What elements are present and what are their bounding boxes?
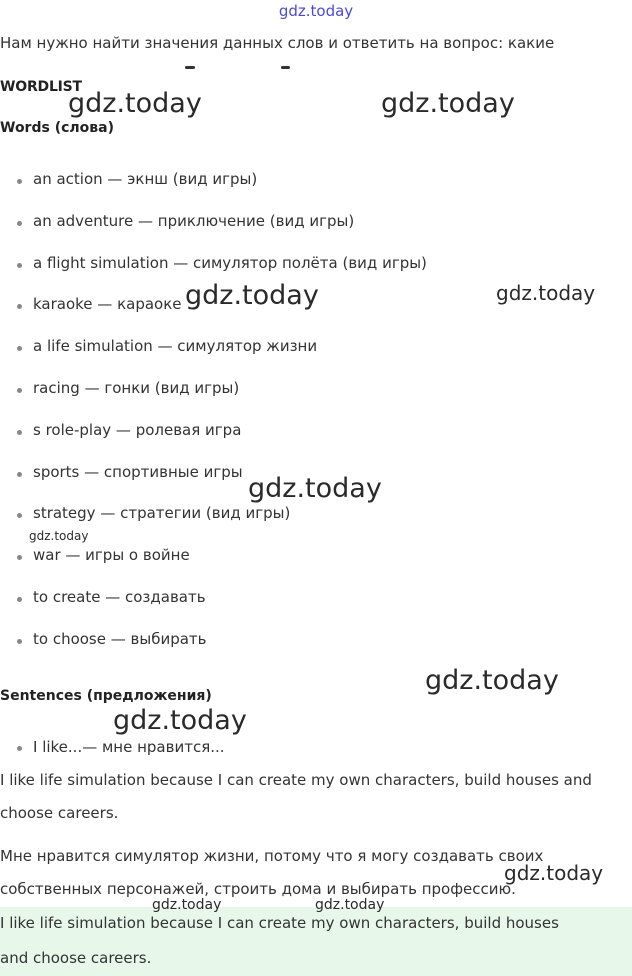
top-watermark: gdz.today (278, 2, 354, 20)
bullet-icon (17, 472, 22, 477)
sentence-item: I like...— мне нравится... (33, 738, 225, 756)
watermark-text: gdz.today (504, 861, 604, 885)
word-entry: racing — гонки (вид игры) (33, 378, 240, 397)
bullet-icon (17, 388, 22, 393)
bullet-icon (17, 513, 22, 518)
word-entry: strategy — стратегии (вид игры) (33, 504, 291, 523)
intro-text: Нам нужно найти значения данных слов и ответить на вопрос: какие (0, 34, 555, 52)
bullet-icon (17, 555, 22, 560)
watermark-text: gdz.today (425, 665, 559, 696)
watermark-text: gdz.today (381, 88, 515, 119)
bullet-icon (17, 346, 22, 351)
bullet-icon (17, 179, 22, 184)
word-entry: sports — спортивные игры (33, 462, 243, 481)
watermark-text: gdz.today (29, 529, 89, 543)
word-entry: to choose — выбирать (33, 629, 207, 648)
word-entry: an adventure — приключение (вид игры) (33, 211, 355, 230)
russian-sentence-line: собственных персонажей, строить дома и выбирать профессию. (0, 880, 516, 898)
word-entry: a life simulation — симулятор жизни (33, 337, 318, 356)
watermark-text: gdz.today (248, 473, 382, 504)
bullet-icon (17, 263, 22, 268)
answer-line: and choose careers. (0, 949, 152, 967)
word-entry: karaoke — караоке (33, 295, 182, 314)
word-entry: s role-play — ролевая игра (33, 420, 242, 439)
word-entry: war — игры о войне (33, 546, 190, 565)
words-heading: Words (слова) (0, 120, 114, 136)
word-entry: to create — создавать (33, 587, 206, 606)
word-entry: a flight simulation — симулятор полёта (вид игры) (33, 253, 427, 272)
bullet-icon (17, 639, 22, 644)
bullet-icon (17, 746, 22, 751)
watermark-text: gdz.today (68, 88, 202, 119)
watermark-text: gdz.today (152, 897, 222, 913)
bullet-icon (17, 304, 22, 309)
word-entry: an action — экнш (вид игры) (33, 170, 258, 188)
english-sentence-line: I like life simulation because I can create my own characters, build houses and (0, 771, 592, 789)
watermark-text: gdz.today (496, 281, 596, 305)
russian-sentence-line: Мне нравится симулятор жизни, потому что я могу создавать своих (0, 847, 544, 865)
bullet-icon (17, 221, 22, 226)
cropped-text-fragment (185, 66, 295, 70)
answer-line: I like life simulation because I can create my own characters, build houses (0, 914, 559, 932)
english-sentence-line: choose careers. (0, 804, 119, 822)
bullet-icon (17, 430, 22, 435)
wordlist-heading: WORDLIST (0, 79, 82, 95)
bullet-icon (17, 597, 22, 602)
watermark-text: gdz.today (185, 280, 319, 311)
watermark-text: gdz.today (315, 897, 385, 913)
sentences-heading: Sentences (предложения) (0, 688, 212, 704)
watermark-text: gdz.today (113, 705, 247, 736)
